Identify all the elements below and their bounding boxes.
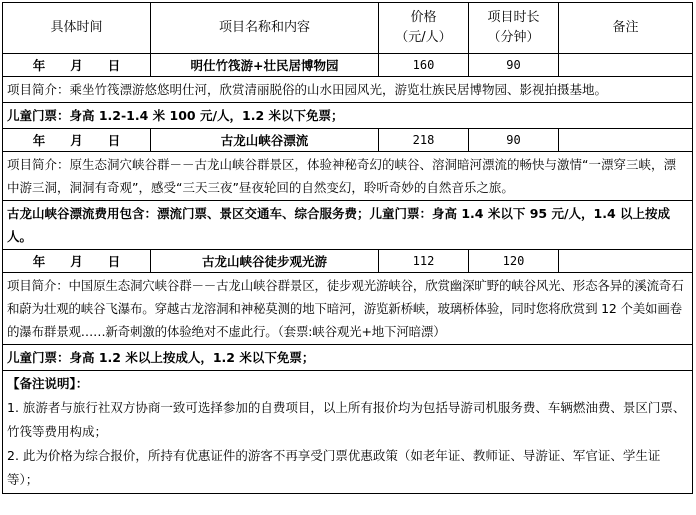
item-date: 年 月 日 [3, 54, 151, 77]
header-price [379, 3, 469, 54]
note-item-2: 2. 此为价格为综合报价，所持有优惠证件的游客不再享受门票优惠政策（如老年证、教师证、导游证、军官证、学生证等）； [7, 448, 661, 487]
item-name: 明仕竹筏游+壮民居博物园 [151, 54, 379, 77]
item-extra-row-1 [3, 103, 693, 129]
header-price-line2: （元/人） [395, 30, 452, 45]
item-row-3 [3, 250, 693, 273]
header-price-line1: 价格 [410, 10, 437, 25]
item-intro: 项目简介：原生态洞穴峡谷群－－古龙山峡谷群景区，体验神秘奇幻的峡谷、溶洞暗河漂流的畅快与激情“一漂穿三峡，漂中游三洞，洞洞有奇观”，感受“三天三夜”昼夜轮回的自然变幻，聆听奇妙的自然音乐之旅。 [3, 152, 693, 201]
item-remark [559, 129, 693, 152]
item-price: 160 [379, 54, 469, 77]
item-name: 古龙山峡谷徒步观光游 [151, 250, 379, 273]
item-date: 年 月 日 [3, 250, 151, 273]
item-intro-row-1 [3, 77, 693, 103]
item-intro: 项目简介：乘坐竹筏漂游悠悠明仕河，欣赏清丽脱俗的山水田园风光，游览壮族民居博物园、影视拍摄基地。 [3, 77, 693, 103]
item-remark [559, 54, 693, 77]
header-duration-line2: （分钟） [487, 30, 540, 45]
item-row-2 [3, 129, 693, 152]
item-duration: 90 [469, 54, 559, 77]
item-intro: 项目简介：中国原生态洞穴峡谷群－－古龙山峡谷群景区，徒步观光游峡谷，欣赏幽深旷野的峡谷风光、形态各异的溪流奇石和蔚为壮观的峡谷飞瀑布。穿越古龙溶洞和神秘莫测的地下暗河，游览新桥峡，玻璃桥体验，同时您将欣赏到 12 个美如画卷的瀑布群景观……新奇刺激的体验绝对不虚此行。（套票:峡谷观光+地下河暗漂） [3, 273, 693, 345]
header-row [3, 3, 693, 54]
header-duration [469, 3, 559, 54]
item-intro-row-3 [3, 273, 693, 345]
item-row-1 [3, 54, 693, 77]
item-date: 年 月 日 [3, 129, 151, 152]
item-name: 古龙山峡谷漂流 [151, 129, 379, 152]
header-name: 项目名称和内容 [151, 3, 379, 54]
item-child-ticket: 儿童门票：身高 1.2-1.4 米 100 元/人，1.2 米以下免票； [3, 103, 693, 129]
notes-cell [3, 371, 693, 494]
header-remark: 备注 [559, 3, 693, 54]
item-duration: 90 [469, 129, 559, 152]
self-pay-items-table [2, 2, 693, 494]
notes-title: 【备注说明】： [7, 376, 89, 391]
header-duration-line1: 项目时长 [487, 10, 540, 25]
item-child-ticket: 儿童门票：身高 1.2 米以上按成人，1.2 米以下免票； [3, 345, 693, 371]
item-fee-includes: 古龙山峡谷漂流费用包含：漂流门票、景区交通车、综合服务费；儿童门票：身高 1.4 米以下 95 元/人，1.4 以上按成人。 [3, 201, 693, 250]
item-extra-row-3 [3, 345, 693, 371]
note-item-1: 1. 旅游者与旅行社双方协商一致可选择参加的自费项目，以上所有报价均为包括导游司机服务费、车辆燃油费、景区门票、竹筏等费用构成； [7, 400, 686, 439]
header-time: 具体时间 [3, 3, 151, 54]
item-price: 112 [379, 250, 469, 273]
item-extra-row-2 [3, 201, 693, 250]
item-remark [559, 250, 693, 273]
item-price: 218 [379, 129, 469, 152]
item-intro-row-2 [3, 152, 693, 201]
item-duration: 120 [469, 250, 559, 273]
notes-row [3, 371, 693, 494]
